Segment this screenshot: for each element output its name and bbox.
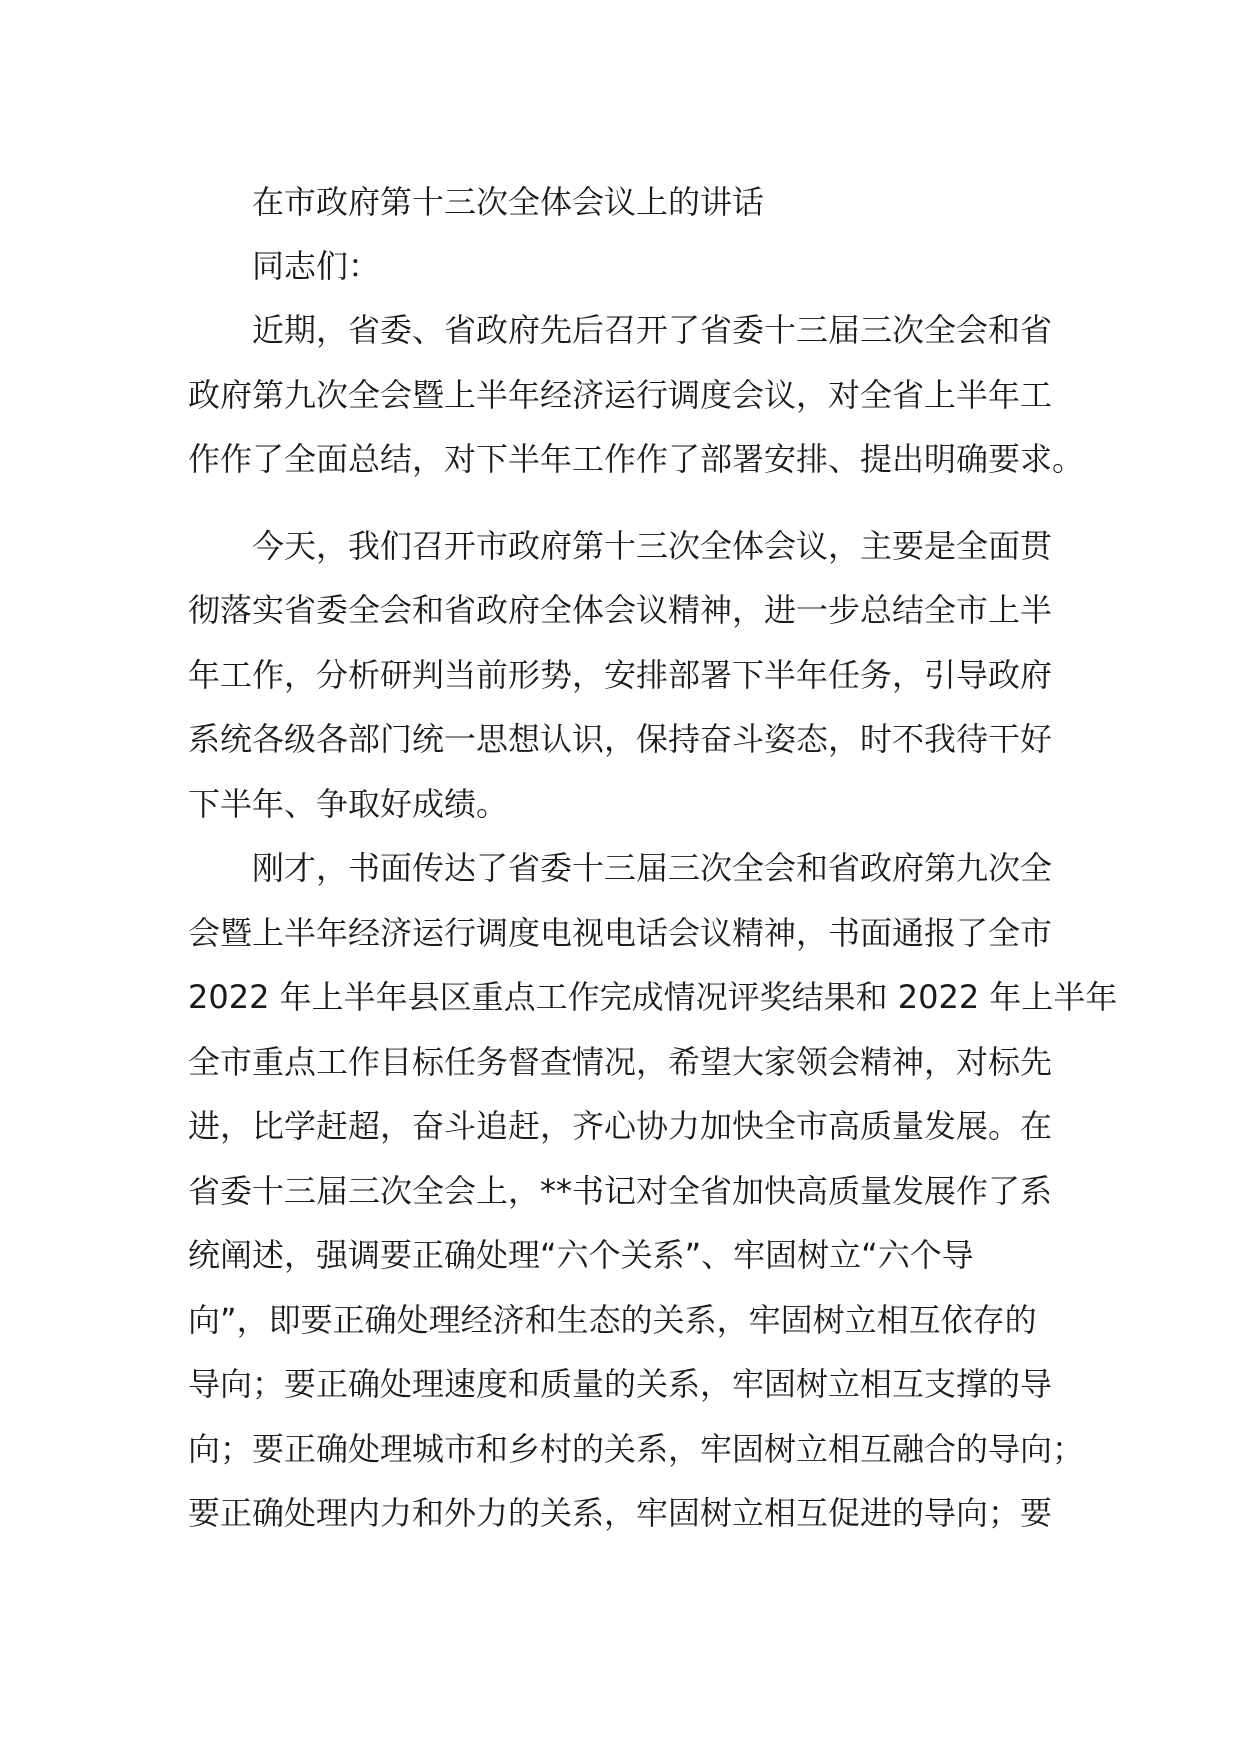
paragraph-1 — [188, 298, 1085, 492]
paragraph-line: 今天，我们召开市政府第十三次全体会议，主要是全面贯 — [252, 526, 1053, 565]
speech-title: 在市政府第十三次全体会议上的讲话 — [252, 183, 765, 221]
document-body — [188, 170, 1118, 1546]
paragraph-line: 省委十三届三次全会上，**书记对全省加快高质量发展作了系 — [188, 1171, 1053, 1210]
paragraph-line: 近期，省委、省政府先后召开了省委十三届三次全会和省 — [252, 311, 1053, 349]
paragraph-line: 向；要正确处理城市和乡村的关系，牢固树立相互融合的导向； — [188, 1429, 1085, 1468]
salutation: 同志们： — [252, 247, 381, 285]
paragraph-line: 作作了全面总结，对下半年工作作了部署安排、提出明确要求。 — [188, 440, 1085, 478]
paragraph-line: 统阐述，强调要正确处理“六个关系”、牢固树立“六个导 — [188, 1236, 974, 1274]
paragraph-2 — [188, 514, 1068, 837]
paragraph-line: 年工作，分析研判当前形势，安排部署下半年任务，引导政府 — [188, 655, 1053, 694]
paragraph-line: 彻落实省委全会和省政府全体会议精神，进一步总结全市上半 — [188, 591, 1053, 629]
paragraph-line: 要正确处理内力和外力的关系，牢固树立相互促进的导向；要 — [188, 1494, 1053, 1532]
paragraph-line: 全市重点工作目标任务督查情况，希望大家领会精神，对标先 — [188, 1042, 1053, 1081]
paragraph-line: 系统各级各部门统一思想认识，保持奋斗姿态，时不我待干好 — [188, 720, 1053, 758]
paragraph-line: 刚才，书面传达了省委十三届三次全会和省政府第九次全 — [252, 849, 1053, 887]
paragraph-3 — [188, 836, 1118, 1546]
paragraph-line: 2022 年上半年县区重点工作完成情况评奖结果和 2022 年上半年 — [188, 978, 1118, 1016]
paragraph-line: 向”，即要正确处理经济和生态的关系，牢固树立相互依存的 — [188, 1300, 1037, 1339]
paragraph-line: 进，比学赶超，奋斗追赶，齐心协力加快全市高质量发展。在 — [188, 1107, 1053, 1145]
paragraph-line: 会暨上半年经济运行调度电视电话会议精神，书面通报了全市 — [188, 913, 1053, 952]
paragraph-line: 政府第九次全会暨上半年经济运行调度会议，对全省上半年工 — [188, 375, 1053, 414]
paragraph-line: 导向；要正确处理速度和质量的关系，牢固树立相互支撑的导 — [188, 1365, 1053, 1403]
paragraph-line: 下半年、争取好成绩。 — [188, 784, 509, 823]
paragraph-spacer — [188, 492, 1068, 514]
